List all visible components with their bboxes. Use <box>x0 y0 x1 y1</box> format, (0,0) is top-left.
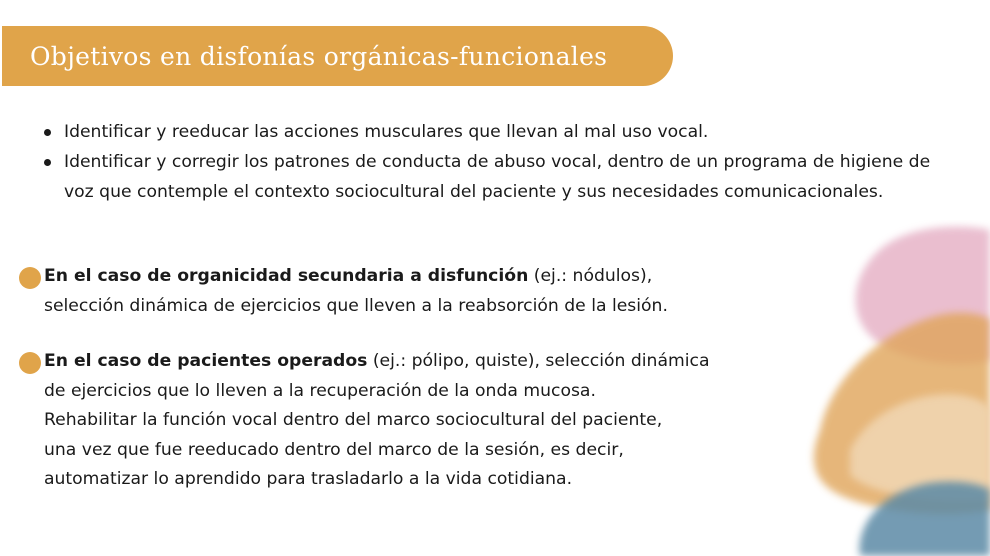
section-operados <box>44 347 709 495</box>
section-line: Rehabilitar la función vocal dentro del marco sociocultural del paciente, <box>44 410 663 430</box>
section-line: una vez que fue reeducado dentro del marco de la sesión, es decir, <box>44 439 624 460</box>
slide-title: Objetivos en disfonías orgánicas-funcionales <box>30 41 608 71</box>
section-line: de ejercicios que lo lleven a la recuperación de la onda mucosa. <box>44 380 596 401</box>
section-line: automatizar lo aprendido para trasladarlo a la vida cotidiana. <box>44 469 573 489</box>
objectives-list <box>42 117 942 207</box>
section-heading: En el caso de pacientes operados <box>44 351 368 371</box>
section-text: (ej.: pólipo, quiste), selección dinámica <box>367 351 710 371</box>
bullet-dot-icon <box>19 352 41 374</box>
section-line: selección dinámica de ejercicios que lleven a la reabsorción de la lesión. <box>44 295 668 316</box>
title-banner <box>2 26 673 86</box>
section-heading: En el caso de organicidad secundaria a disfunción <box>44 266 529 286</box>
section-line <box>44 347 709 377</box>
section-text: (ej.: nódulos), <box>528 266 653 286</box>
section-line <box>44 262 668 292</box>
watercolor-decoration <box>790 220 990 556</box>
bullet-dot-icon <box>19 267 41 289</box>
list-item: Identificar y corregir los patrones de conducta de abuso vocal, dentro de un programa de higiene de voz que contemple el contexto sociocultural del paciente y sus necesidades comunicacionales. <box>42 147 942 207</box>
section-organicidad <box>44 262 668 321</box>
list-item: Identificar y reeducar las acciones musculares que llevan al mal uso vocal. <box>42 117 942 147</box>
